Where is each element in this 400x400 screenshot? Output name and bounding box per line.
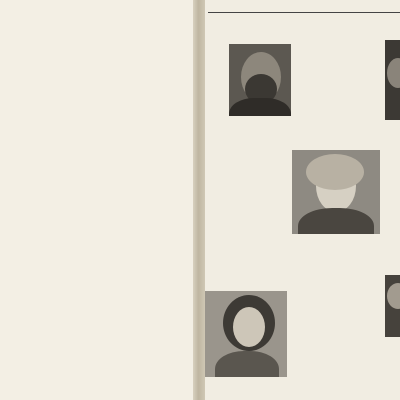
photo-sheldon-kleinman <box>385 275 400 337</box>
photo-bonnie-gallup <box>292 150 380 234</box>
bio-karen-hensel <box>387 128 400 258</box>
caption-marcia-frederick <box>207 384 291 392</box>
bio-sheldon-kleinman <box>387 364 400 394</box>
company-page-title <box>208 12 400 13</box>
bio-bonnie-gallup <box>295 238 383 360</box>
photo-james-dunn <box>229 44 291 116</box>
photo-marcia-frederick <box>205 291 287 377</box>
staff-page <box>0 0 193 400</box>
photo-karen-hensel <box>385 40 400 120</box>
book-gutter <box>193 0 205 400</box>
bio-james-dunn <box>209 121 289 293</box>
company-page <box>205 0 400 400</box>
bio-top-right <box>298 40 382 160</box>
